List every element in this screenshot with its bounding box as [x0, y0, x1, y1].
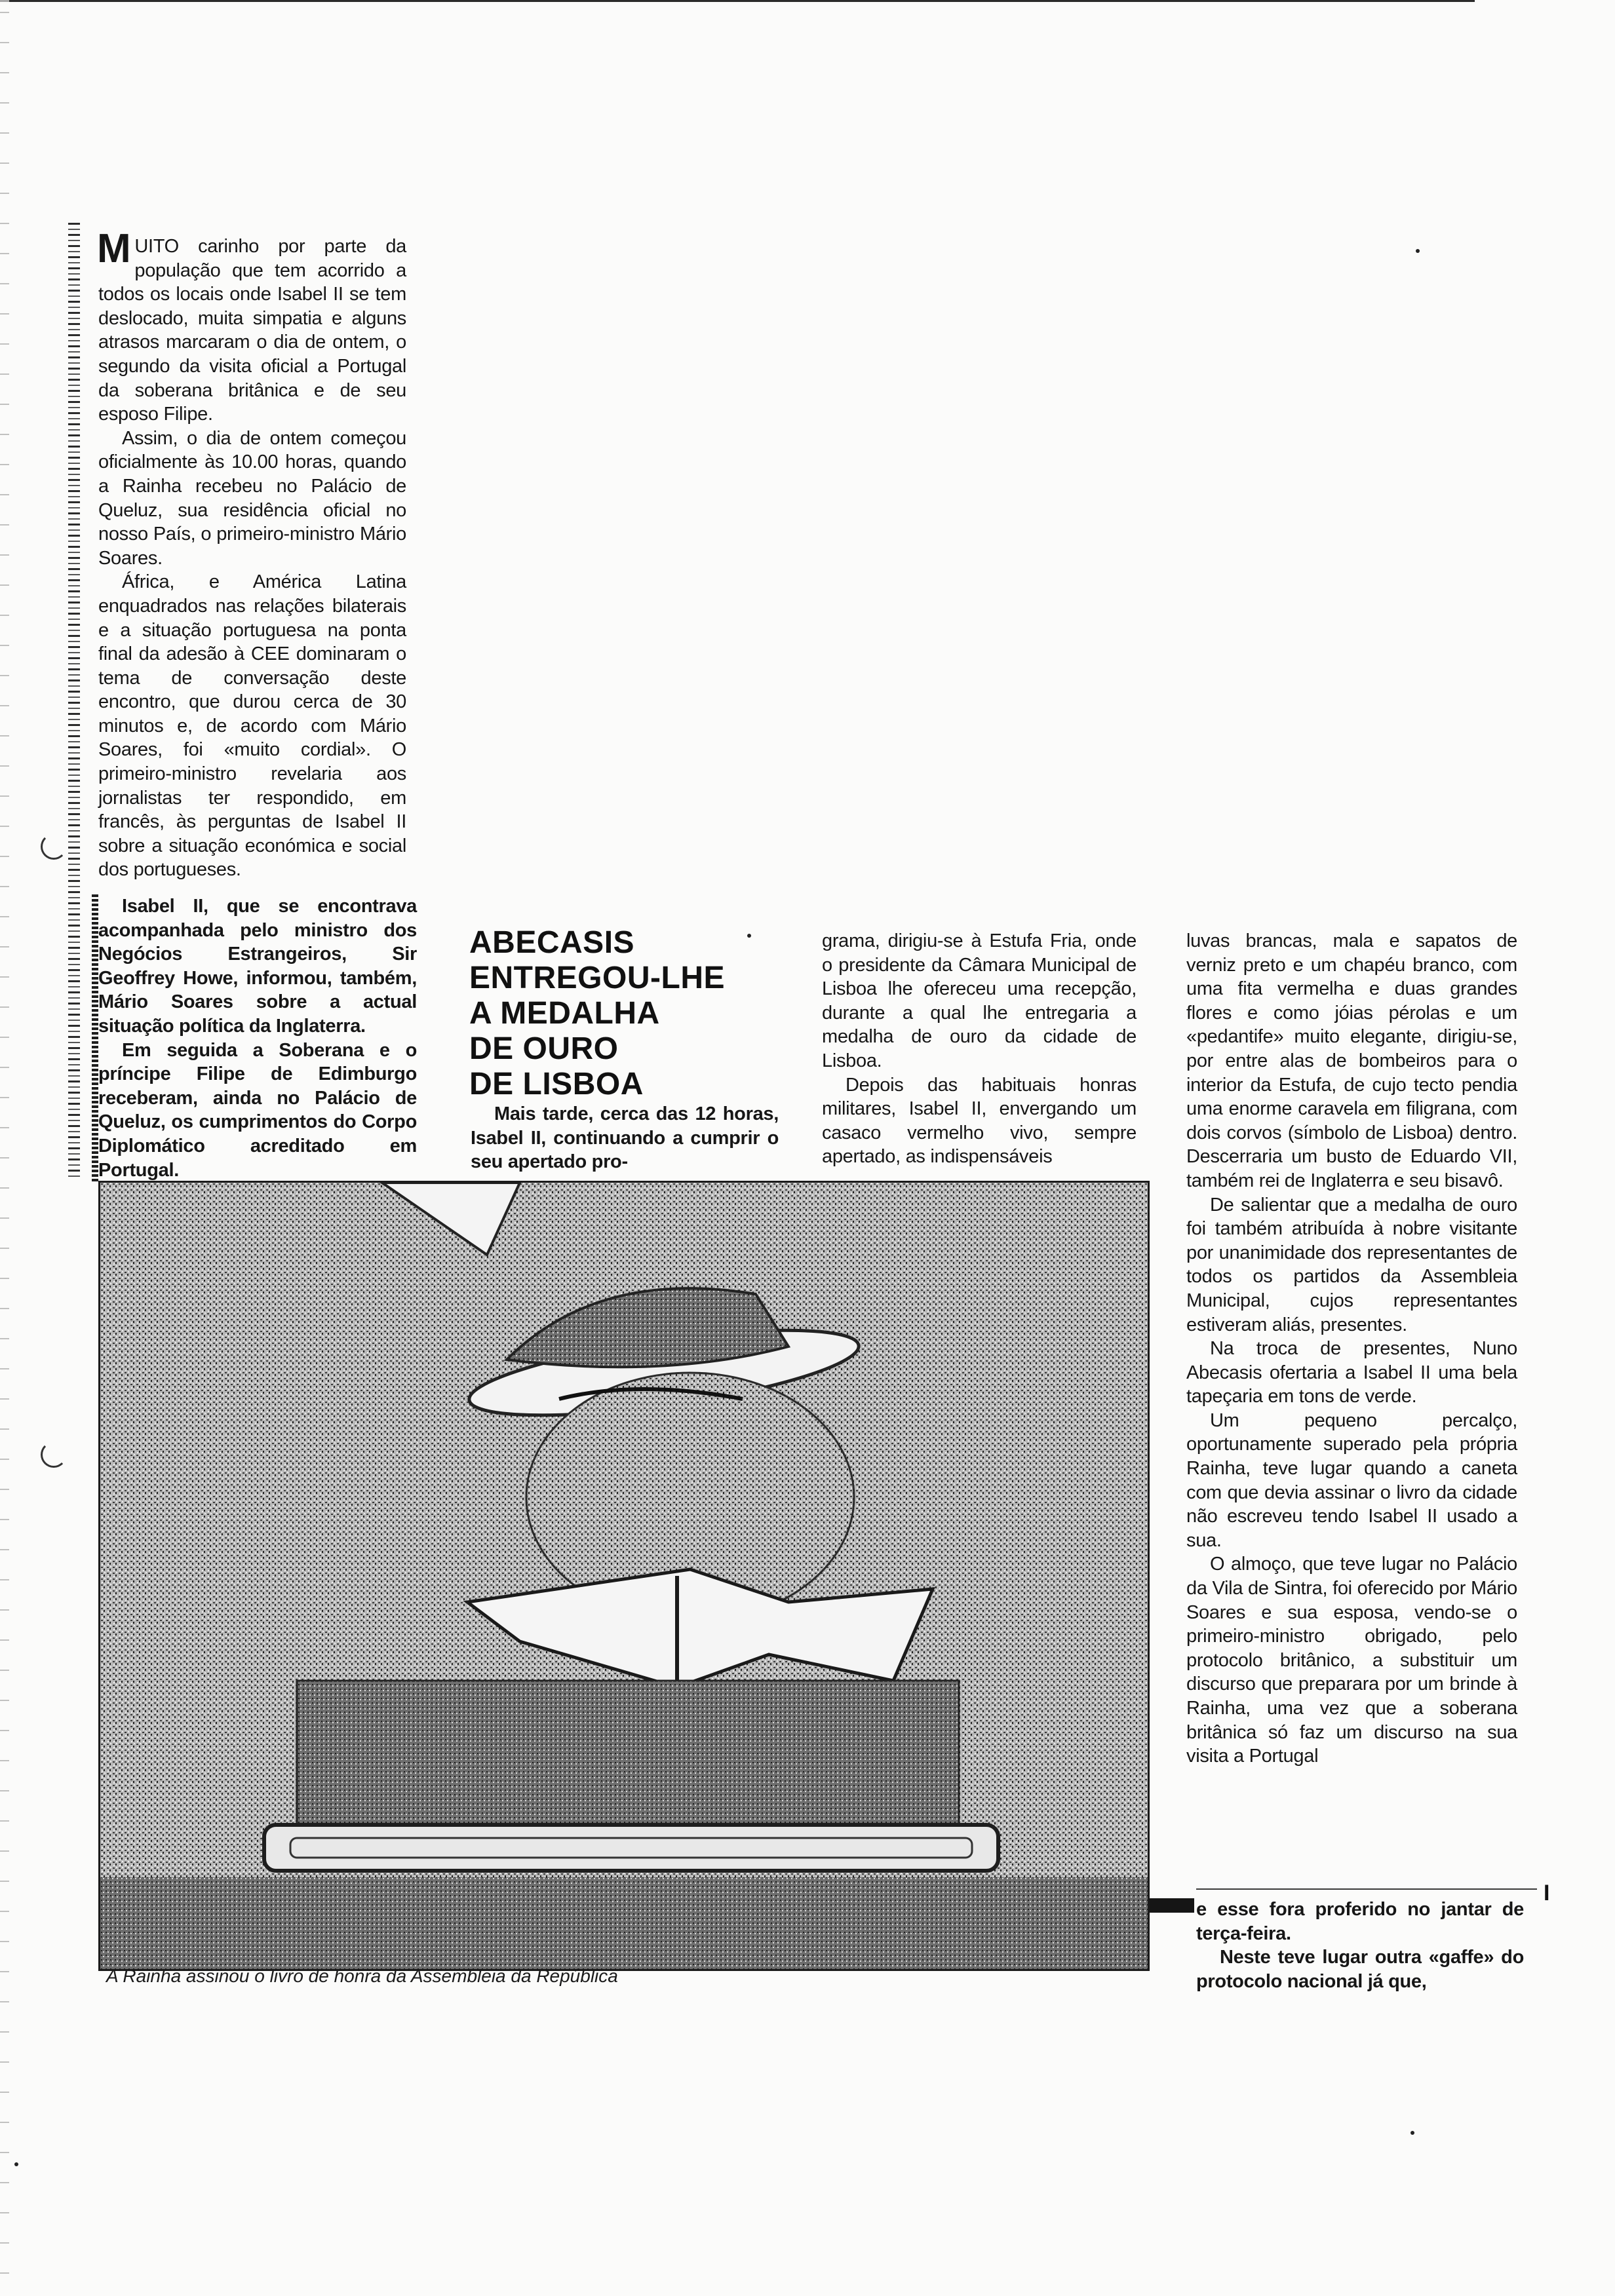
- drop-cap: M: [97, 226, 131, 271]
- punch-hole-bottom: [41, 1442, 67, 1468]
- photo-caption: A Rainha assinou o livro de honra da Assembleia da República: [106, 1966, 618, 1986]
- photo-bottom: [100, 1877, 1148, 1969]
- margin-mark: I: [1544, 1881, 1550, 1905]
- paragraph: Isabel II, que se encontrava acompanhada pelo ministro dos Negócios Estrangeiros, Sir Geoffrey Howe, informou, também, Mário Soares sobre a actual situação política da Inglaterra.: [98, 896, 417, 1037]
- paragraph: Um pequeno percalço, oportunamente superado pela própria Rainha, teve lugar quando a caneta com que devia assinar o livro da cidade não escreveu tendo Isabel II usado a sua.: [1186, 1409, 1517, 1551]
- paragraph: e esse fora proferido no jantar de terça-feira.: [1196, 1899, 1524, 1944]
- paragraph: Depois das habituais honras militares, Isabel II, envergando um casaco vermelho vivo, sempre apertado, as indispensáveis: [822, 1074, 1137, 1168]
- photo-tray: [264, 1825, 998, 1871]
- paragraph: África, e América Latina enquadrados nas relações bilaterais e a situação portuguesa na ponta final da adesão à CEE dominaram o tema de conversação deste encontro, que durou cerca de 30 minutos e, de acordo com Mário Soares, foi «muito cordial». O primeiro-ministro revelaria aos jornalistas ter respondido, em francês, às perguntas de Isabel II sobre a situação económica e social dos portugueses.: [98, 571, 406, 881]
- punch-hole-top: [41, 833, 67, 860]
- dust-speck: [1411, 2131, 1414, 2135]
- photo-table: [297, 1681, 959, 1825]
- headline-line: A MEDALHA: [469, 996, 660, 1031]
- paragraph-text: UITO carinho por parte da população que tem acorrido a todos os locais onde Isabel II se tem deslocado, muita simpatia e alguns atrasos marcaram o dia de ontem, o segundo da visita oficial a Portugal da soberana britânica e de seu esposo Filipe.: [98, 236, 406, 425]
- article-photo: [98, 1181, 1150, 1971]
- article-column-3: [822, 929, 1137, 1169]
- paragraph: grama, dirigiu-se à Estufa Fria, onde o presidente da Câmara Municipal de Lisboa lhe ofereceu uma recepção, durante a qual lhe entregaria a medalha de ouro da cidade de Lisboa.: [822, 930, 1137, 1071]
- article-column-1-lower: [98, 894, 417, 1182]
- column-separator-dashes: [1196, 1888, 1537, 1890]
- dust-speck: [14, 2162, 18, 2166]
- article-column-2: [471, 1102, 779, 1174]
- column-fence-ornament-2: [92, 894, 98, 1183]
- dust-speck: [1416, 249, 1420, 253]
- article-column-4-continued: [1196, 1898, 1524, 1993]
- paragraph: Na troca de presentes, Nuno Abecasis ofertaria a Isabel II uma bela tapeçaria em tons de verde.: [1186, 1338, 1517, 1407]
- article-headline: [469, 925, 758, 1102]
- paragraph: Mais tarde, cerca das 12 horas, Isabel II, continuando a cumprir o seu apertado pro-: [471, 1103, 779, 1173]
- photo-queen-signing-book: [100, 1183, 1148, 1969]
- headline-line: ENTREGOU-LHE: [469, 961, 725, 995]
- headline-line: DE OURO: [469, 1031, 619, 1066]
- article-column-4: [1186, 929, 1517, 1769]
- page-top-rule: [0, 0, 1475, 2]
- paragraph: luvas brancas, mala e sapatos de verniz preto e um chapéu branco, com uma fita vermelha e duas grandes flores e como jóias pérolas e um «pedantife» muito elegante, dirigiu-se, por entre alas de bombeiros para o interior da Estufa, de cujo tecto pendia uma enorme caravela em filigrana, com dois corvos (símbolo de Lisboa) dentro. Descerraria um busto de Eduardo VII, também rei de Inglaterra e seu bisavô.: [1186, 930, 1517, 1191]
- column-fence-ornament: [68, 223, 80, 1179]
- paragraph: Neste teve lugar outra «gaffe» do protocolo nacional já que,: [1196, 1947, 1524, 1992]
- paragraph: [97, 226, 406, 427]
- printing-mark: [1148, 1898, 1194, 1913]
- article-column-1: [97, 226, 406, 882]
- paragraph: De salientar que a medalha de ouro foi também atribuída à nobre visitante por unanimidade dos representantes de todos os partidos da Assembleia Municipal, cujos representantes estiveram aliás, presentes.: [1186, 1194, 1517, 1335]
- headline-line: ABECASIS: [469, 925, 635, 960]
- paragraph: Assim, o dia de ontem começou oficialmente às 10.00 horas, quando a Rainha recebeu no Palácio de Queluz, sua residência oficial no nosso País, o primeiro-ministro Mário Soares.: [98, 427, 406, 569]
- headline-line: DE LISBOA: [469, 1067, 644, 1101]
- paragraph: O almoço, que teve lugar no Palácio da Vila de Sintra, foi oferecido por Mário Soares e sua esposa, vendo-se o primeiro-ministro obrigado, pelo protocolo britânico, a substituir um discurso que preparara por um brinde à Rainha, uma vez que a soberana britânica só faz um discurso na sua visita a Portugal: [1186, 1554, 1517, 1767]
- paragraph: Em seguida a Soberana e o príncipe Filipe de Edimburgo receberam, ainda no Palácio de Queluz, os cumprimentos do Corpo Diplomático acreditado em Portugal.: [98, 1039, 417, 1181]
- scan-left-edge: [0, 0, 9, 2296]
